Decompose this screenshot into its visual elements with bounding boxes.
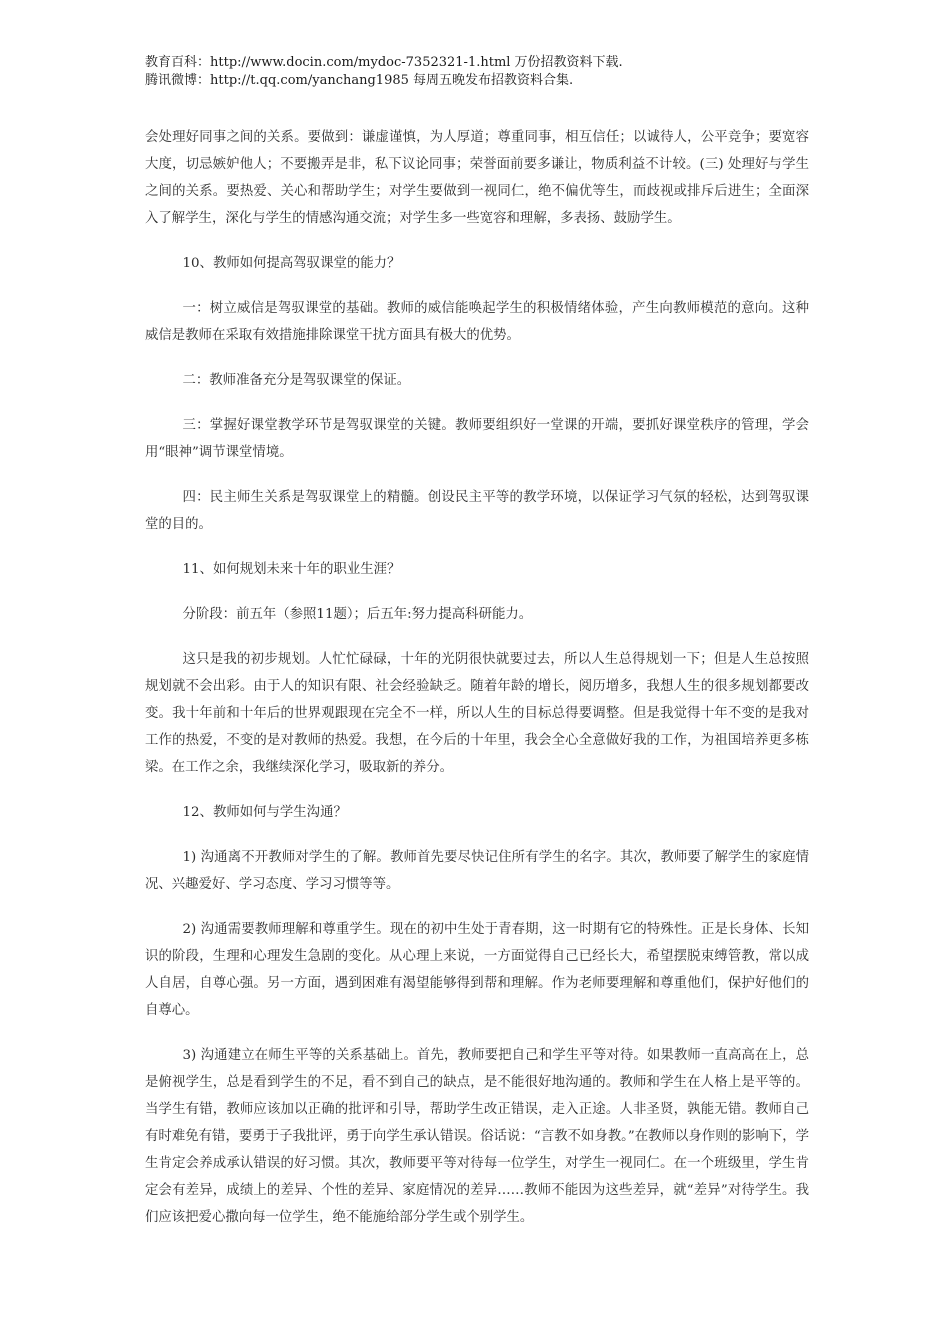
question-12-heading: 12、教师如何与学生沟通？ <box>182 805 347 820</box>
q11-plan-paragraph: 这只是我的初步规划。人忙忙碌碌，十年的光阴很快就要过去，所以人生总得规划一下；但是人生总按照规划就不会出彩。由于人的知识有限、社会经验缺乏。随着年龄的增长，阅历增多，我想人生的很多规划都要改变。我十年前和十年后的世界观跟现在完全不一样，所以人生的目标总得要调整。但是我觉得十年不变的是我对工作的热爱，不变的是对教师的热爱。我想，在今后的十年里，我会全心全意做好我的工作，为祖国培养更多栋梁。在工作之余，我继续深化学习，吸取新的养分。 <box>145 652 809 775</box>
q12-point-1: 1) 沟通离不开教师对学生的了解。教师首先要尽快记住所有学生的名字。其次，教师要了解学生的家庭情况、兴趣爱好、学习态度、学习习惯等等。 <box>145 850 809 892</box>
intro-paragraph: 会处理好同事之间的关系。要做到：谦虚谨慎，为人厚道；尊重同事，相互信任；以诚待人，公平竞争；要宽容大度，切忌嫉妒他人；不要搬弄是非，私下议论同事；荣誉面前要多谦让，物质利益不计较。(三) 处理好与学生之间的关系。要热爱、关心和帮助学生；对学生要做到一视同仁，绝不偏优等生，而歧视或排斥后进生；全面深入了解学生，深化与学生的情感沟通交流；对学生多一些宽容和理解，多表扬、鼓励学生。 <box>145 130 809 226</box>
q12-point-2: 2) 沟通需要教师理解和尊重学生。现在的初中生处于青春期，这一时期有它的特殊性。正是长身体、长知识的阶段，生理和心理发生急剧的变化。从心理上来说，一方面觉得自己已经长大，希望摆脱束缚管教，常以成人自居，自尊心强。另一方面，遇到困难有渴望能够得到帮和理解。作为老师要理解和尊重他们，保护好他们的自尊心。 <box>145 922 809 1018</box>
q10-point-3: 三：掌握好课堂教学环节是驾驭课堂的关键。教师要组织好一堂课的开端，要抓好课堂秩序的管理，学会用“眼神”调节课堂情境。 <box>145 418 809 460</box>
question-10-heading: 10、教师如何提高驾驭课堂的能力？ <box>182 256 401 271</box>
q10-point-2: 二：教师准备充分是驾驭课堂的保证。 <box>182 373 411 388</box>
q12-point-3: 3) 沟通建立在师生平等的关系基础上。首先，教师要把自己和学生平等对待。如果教师一直高高在上，总是俯视学生，总是看到学生的不足，看不到自己的缺点，是不能很好地沟通的。教师和学生在人格上是平等的。当学生有错，教师应该加以正确的批评和引导，帮助学生改正错误，走入正途。人非圣贤，孰能无错。教师自己有时难免有错，要勇于子我批评，勇于向学生承认错误。俗话说：“言教不如身教。”在教师以身作则的影响下，学生肯定会养成承认错误的好习惯。其次，教师要平等对待每一位学生，对学生一视同仁。在一个班级里，学生肯定会有差异，成绩上的差异、个性的差异、家庭情况的差异……教师不能因为这些差异，就“差异”对待学生。我们应该把爱心撒向每一位学生，绝不能施给部分学生或个别学生。 <box>145 1048 809 1225</box>
document-body <box>145 124 809 1249</box>
header-docin-line: 教育百科：http://www.docin.com/mydoc-7352321-1.html 万份招教资料下载. <box>145 55 623 70</box>
question-11-heading: 11、如何规划未来十年的职业生涯？ <box>182 562 401 577</box>
q11-stages: 分阶段：前五年（参照11题）；后五年:努力提高科研能力。 <box>182 607 533 622</box>
q10-point-4: 四：民主师生关系是驾驭课堂上的精髓。创设民主平等的教学环境，以保证学习气氛的轻松，达到驾驭课堂的目的。 <box>145 490 809 532</box>
page-header <box>145 54 825 90</box>
q10-point-1: 一：树立威信是驾驭课堂的基础。教师的威信能唤起学生的积极情绪体验，产生向教师模范的意向。这种威信是教师在采取有效措施排除课堂干扰方面具有极大的优势。 <box>145 301 809 343</box>
header-weibo-line: 腾讯微博：http://t.qq.com/yanchang1985 每周五晚发布招教资料合集. <box>145 73 574 88</box>
